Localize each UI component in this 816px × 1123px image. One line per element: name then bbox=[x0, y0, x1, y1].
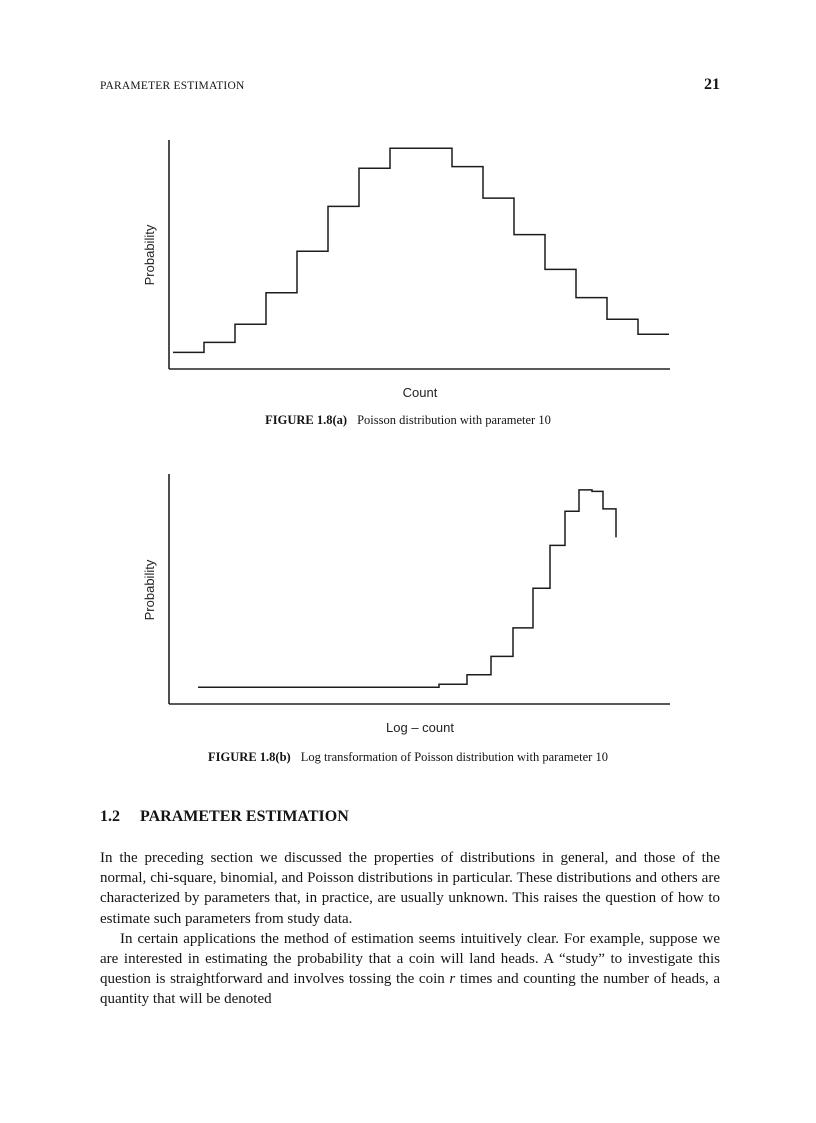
figure-label: FIGURE 1.8(a) bbox=[265, 413, 348, 427]
paragraph-text: times and counting the number of heads, a quantity that will be denoted bbox=[100, 971, 720, 1008]
step-series bbox=[198, 490, 616, 687]
figure-caption-text: Log transformation of Poisson distribution with parameter 10 bbox=[300, 750, 608, 764]
y-axis-label: Probability bbox=[142, 224, 157, 286]
section-heading bbox=[100, 808, 349, 826]
y-axis-label: Probability bbox=[142, 559, 157, 621]
body-text bbox=[100, 848, 720, 1010]
math-variable: r bbox=[449, 971, 456, 988]
figure-caption bbox=[0, 413, 816, 428]
paragraph-text: In certain applications the method of estimation seems intuitively clear. For example, suppose we are interested in estimating the probability that a coin will land heads. A “study” to investigate this question is straightforward and involves tossing the coin bbox=[100, 930, 720, 988]
paragraph bbox=[100, 929, 720, 1010]
section-number: 1.2 bbox=[100, 808, 120, 825]
paragraph: In the preceding section we discussed the properties of distributions in general, and those of the normal, chi-square, binomial, and Poisson distributions in particular. These distributions and others are characterized by parameters that, in practice, are usually unknown. This raises the question of how to estimate such parameters from study data. bbox=[100, 850, 720, 927]
x-axis-label: Count bbox=[402, 385, 438, 400]
section-title: PARAMETER ESTIMATION bbox=[140, 808, 349, 825]
figure-1-8a-chart bbox=[0, 130, 816, 406]
figure-1-8b-chart bbox=[0, 468, 816, 744]
page-number: 21 bbox=[704, 76, 720, 93]
figure-caption-text: Poisson distribution with parameter 10 bbox=[357, 413, 551, 427]
figure-caption bbox=[0, 750, 816, 765]
running-head: PARAMETER ESTIMATION bbox=[100, 80, 245, 92]
x-axis-label: Log – count bbox=[386, 720, 454, 735]
figure-label: FIGURE 1.8(b) bbox=[208, 750, 291, 764]
step-series bbox=[173, 148, 669, 352]
